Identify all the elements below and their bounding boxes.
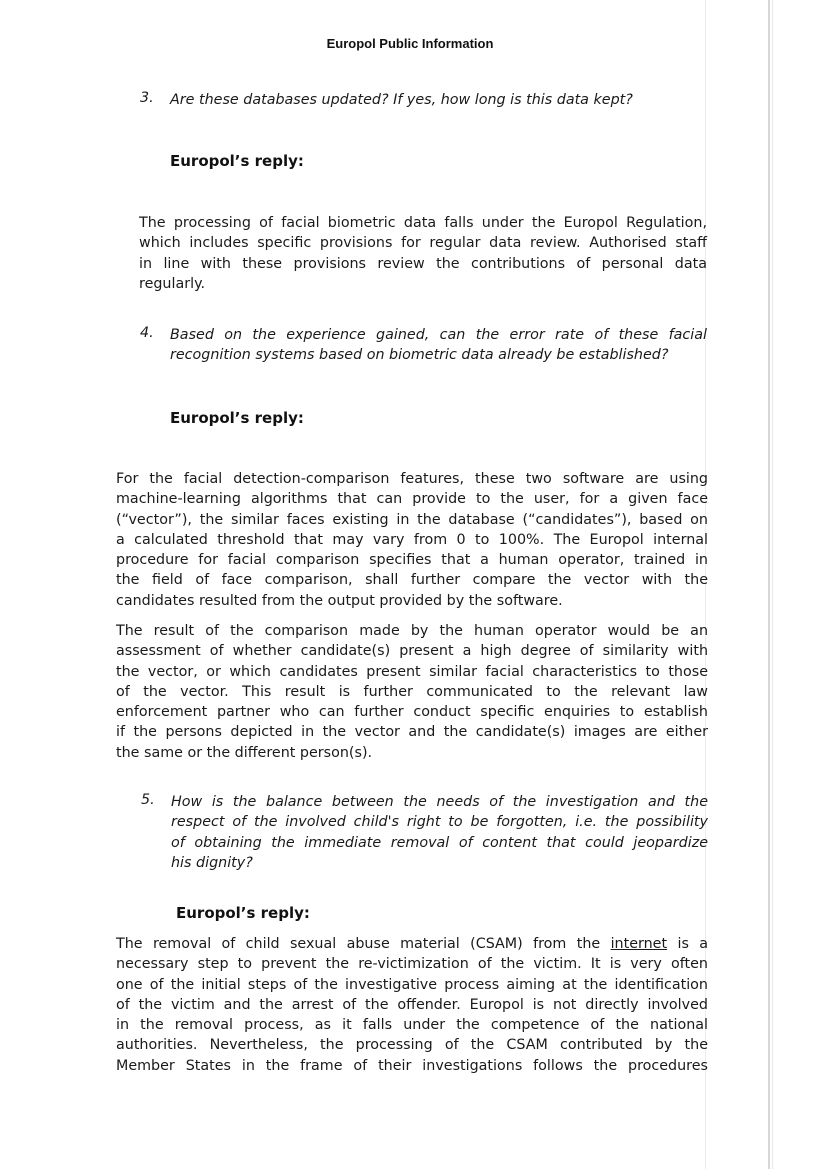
scan-edge-line — [768, 0, 770, 1169]
paragraph-1 — [139, 213, 707, 294]
paragraph-4-text: The removal of child sexual abuse material (CSAM) from the — [116, 936, 601, 952]
paragraph-4-line: necessary step to prevent the re-victimization of the victim. It is very often — [116, 956, 708, 973]
question-5-text — [171, 792, 708, 873]
paragraph-4-line: of the victim and the arrest of the offender. Europol is not directly involved — [116, 996, 708, 1013]
paragraph-4-line: Member States in the frame of their investigations follows the procedures — [116, 1057, 708, 1074]
paragraph-3 — [116, 621, 708, 763]
paragraph-4-line — [116, 934, 708, 954]
question-4-text — [170, 325, 707, 366]
paragraph-2-line: machine-learning algorithms that can provide to the user, for a given face — [116, 491, 708, 508]
question-3-text — [170, 90, 710, 110]
paragraph-2-line: candidates resulted from the output provided by the software. — [116, 592, 563, 609]
paragraph-3-line: of the vector. This result is further communicated to the relevant law — [116, 683, 708, 700]
paragraph-3-line: the same or the different person(s). — [116, 744, 373, 761]
paragraph-1-line: in line with these provisions review the contributions of personal data — [139, 255, 707, 272]
internet-link[interactable]: internet — [610, 936, 668, 952]
paragraph-1-line: The processing of facial biometric data falls under the Europol Regulation, — [139, 215, 707, 231]
scan-edge-line — [772, 0, 773, 1169]
question-5-line: of obtaining the immediate removal of content that could jeopardize — [171, 834, 708, 851]
paragraph-3-line: enforcement partner who can further conduct specific enquiries to establish — [116, 704, 708, 721]
question-3-number: 3. — [140, 90, 154, 106]
paragraph-2-line: the field of face comparison, shall further compare the vector with the — [116, 572, 708, 589]
paragraph-4 — [116, 934, 708, 1076]
page-header: Europol Public Information — [326, 36, 494, 51]
paragraph-2-line: a calculated threshold that may vary from 0 to 100%. The Europol internal — [116, 531, 708, 548]
question-3-line: Are these databases updated? If yes, how long is this data kept? — [170, 92, 633, 108]
paragraph-1-line: regularly. — [139, 275, 206, 292]
paragraph-4-line: authorities. Nevertheless, the processing of the CSAM contributed by the — [116, 1037, 708, 1054]
paragraph-3-line: if the persons depicted in the vector and the candidate(s) images are either — [116, 724, 708, 741]
question-5-number: 5. — [141, 792, 155, 808]
paragraph-3-line: The result of the comparison made by the human operator would be an — [116, 623, 708, 639]
paragraph-2 — [116, 469, 708, 611]
paragraph-4-text: is a — [677, 936, 709, 952]
reply-heading-2: Europol’s reply: — [170, 409, 304, 427]
paragraph-3-line: assessment of whether candidate(s) present a high degree of similarity with — [116, 643, 708, 660]
paragraph-2-line: (“vector”), the similar faces existing in the database (“candidates”), based on — [116, 511, 708, 528]
paragraph-3-line: the vector, or which candidates present similar facial characteristics to those — [116, 663, 708, 680]
question-4-line: recognition systems based on biometric data already be established? — [170, 347, 669, 364]
paragraph-2-line: For the facial detection-comparison features, these two software are using — [116, 471, 708, 487]
reply-heading-3: Europol’s reply: — [176, 904, 310, 922]
reply-heading-1: Europol’s reply: — [170, 152, 304, 170]
question-4-line: Based on the experience gained, can the error rate of these facial — [170, 327, 707, 343]
paragraph-4-line: one of the initial steps of the investigative process aiming at the identification — [116, 976, 708, 993]
question-4-number: 4. — [140, 325, 154, 341]
paragraph-2-line: procedure for facial comparison specifies that a human operator, trained in — [116, 552, 708, 569]
paragraph-4-line: in the removal process, as it falls under the competence of the national — [116, 1017, 708, 1034]
question-5-line: How is the balance between the needs of the investigation and the — [171, 794, 708, 810]
question-5-line: his dignity? — [171, 854, 253, 871]
paragraph-1-line: which includes specific provisions for regular data review. Authorised staff — [139, 235, 707, 252]
question-5-line: respect of the involved child's right to be forgotten, i.e. the possibility — [171, 814, 708, 831]
